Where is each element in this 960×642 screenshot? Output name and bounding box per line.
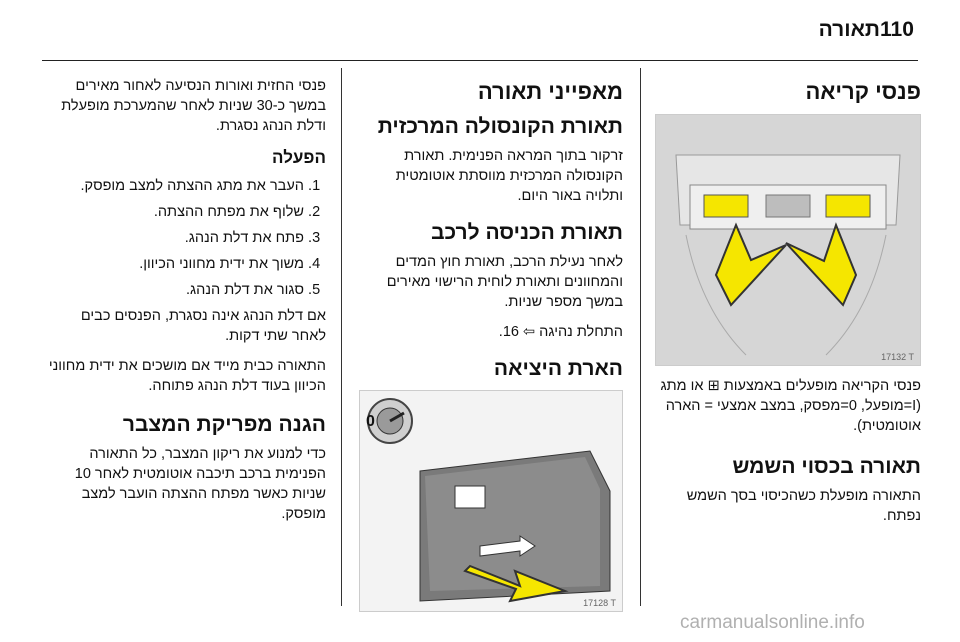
indicator-stalk-illustration (360, 391, 622, 611)
subheading-entry-lighting: תאורת הכניסה לרכב (431, 220, 623, 244)
subheading-console-lighting: תאורת הקונסולה המרכזית (377, 114, 623, 138)
step-item: 1. העבר את מתג ההצתה למצב מופסק. (48, 176, 304, 196)
paragraph: פנסי החזית ואורות הנסיעה לאחור מאירים במשך כ-30 שניות לאחר שהמערכת מופעלת ודלת הנהג נסגרת. (61, 78, 326, 134)
paragraph: התאורה מופעלת כשהכיסוי בסך השמש נפתח. (686, 487, 921, 524)
heading-activation: הפעלה (272, 148, 326, 167)
paragraph: פנסי הקריאה מופעלים באמצעות ⊞ או מתג (I=מופעל, 0=מפסק, במצב אמצעי = הארה אוטומטית). (660, 377, 921, 434)
column-left (48, 68, 326, 534)
paragraph: לאחר נעילת הרכב, תאורת חוץ המדים והמחוונים ותאורת לוחית הרישוי מאירים במשך מספר שניות. (386, 254, 623, 310)
page-number: 110 (880, 18, 914, 41)
figure-reading-lights (655, 114, 921, 366)
column-middle (358, 68, 623, 612)
running-header-title: תאורה (818, 18, 880, 41)
subheading-exit-lighting: הארת היציאה (493, 357, 623, 380)
step-item: 5. סגור את דלת הנהג. (48, 280, 304, 300)
watermark: carmanualsonline.info (680, 612, 865, 633)
step-item: 4. משוך את ידית מחווני הכיוון. (48, 254, 304, 274)
heading-lighting-features: מאפייני תאורה (477, 79, 623, 104)
paragraph: כדי למנוע את ריקון המצבר, כל התאורה הפנימית ברכב תיכבה אוטומטית לאחר 10 שניות כאשר מפתח ההצתה הועבר למצב מופסק. (74, 446, 326, 523)
header-rule (42, 60, 918, 61)
column-divider (640, 68, 641, 606)
steps-list (48, 176, 326, 300)
cross-reference: התחלת נהיגה ⇦ 16. (498, 324, 623, 340)
figure-code: 17132 T (881, 351, 914, 362)
column-right (655, 68, 921, 536)
step-item: 3. פתח את דלת הנהג. (48, 228, 304, 248)
heading-reading-lights: פנסי קריאה (805, 79, 921, 104)
paragraph: זרקור בתוך המראה הפנימית. תאורת הקונסולה המרכזית מווסתת אוטומטית ותלויה באור היום. (395, 147, 623, 204)
heading-sun-visor-lighting: תאורה בכסוי השמש (732, 454, 921, 478)
step-item: 2. שלוף את מפתח ההצתה. (48, 202, 304, 222)
paragraph: התאורה כבית מייד אם מושכים את ידית מחווני הכיוון בעוד דלת הנהג פתוחה. (48, 358, 326, 394)
switch-position-label: 0 (366, 413, 375, 431)
column-divider (341, 68, 342, 606)
reading-lights-illustration (656, 115, 920, 365)
paragraph: אם דלת הנהג אינה נסגרת, הפנסים כבים לאחר שתי דקות. (80, 308, 326, 344)
figure-code: 17128 T (583, 598, 616, 609)
figure-indicator-stalk (359, 390, 623, 612)
heading-battery-protection: הגנה מפריקת המצבר (122, 413, 326, 436)
